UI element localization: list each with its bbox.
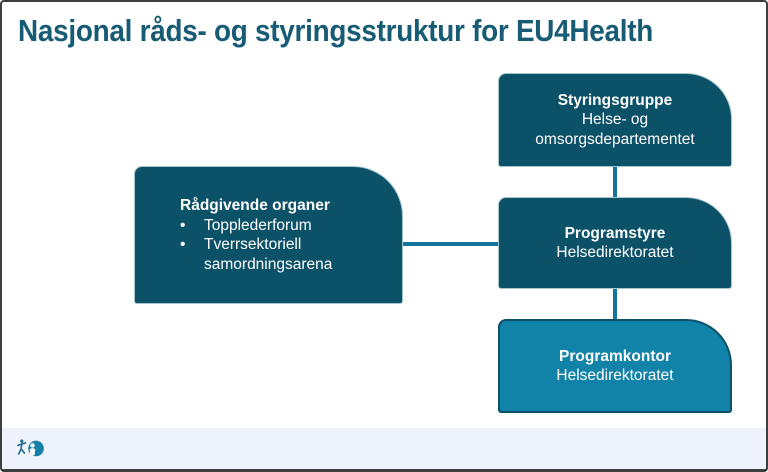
- list-item: [180, 235, 388, 274]
- helsedirektoratet-logo-icon: [16, 437, 46, 459]
- page-title: Nasjonal råds- og styringsstruktur for EU4Health: [18, 13, 654, 48]
- box-styringsgruppe: [498, 73, 732, 167]
- list-item: [180, 216, 388, 236]
- bullet-text: Topplederforum: [204, 216, 312, 234]
- box-programstyre-subtitle: Helsedirektoratet: [556, 244, 674, 261]
- box-programstyre-title: Programstyre: [564, 224, 666, 242]
- box-programkontor-title: Programkontor: [559, 347, 671, 365]
- box-programkontor: [498, 319, 732, 413]
- box-programstyre: [498, 197, 732, 289]
- connector-styringsgruppe-programstyre: [613, 165, 617, 200]
- box-programkontor-subtitle: Helsedirektoratet: [556, 367, 674, 384]
- box-styringsgruppe-title: Styringsgruppe: [557, 91, 673, 109]
- bullet-icon: •: [180, 236, 186, 253]
- footer-bar: [2, 428, 766, 469]
- box-radgivende-title: Rådgivende organer: [180, 197, 330, 214]
- box-radgivende-organer: [134, 166, 403, 304]
- box-styringsgruppe-subtitle: Helse- og omsorgsdepartementet: [535, 111, 695, 148]
- bullet-icon: •: [180, 216, 186, 234]
- connector-radgivende-programstyre: [402, 242, 500, 246]
- connector-programstyre-programkontor: [613, 287, 617, 322]
- bullet-text: Tverrsektoriell samordningsarena: [204, 236, 333, 273]
